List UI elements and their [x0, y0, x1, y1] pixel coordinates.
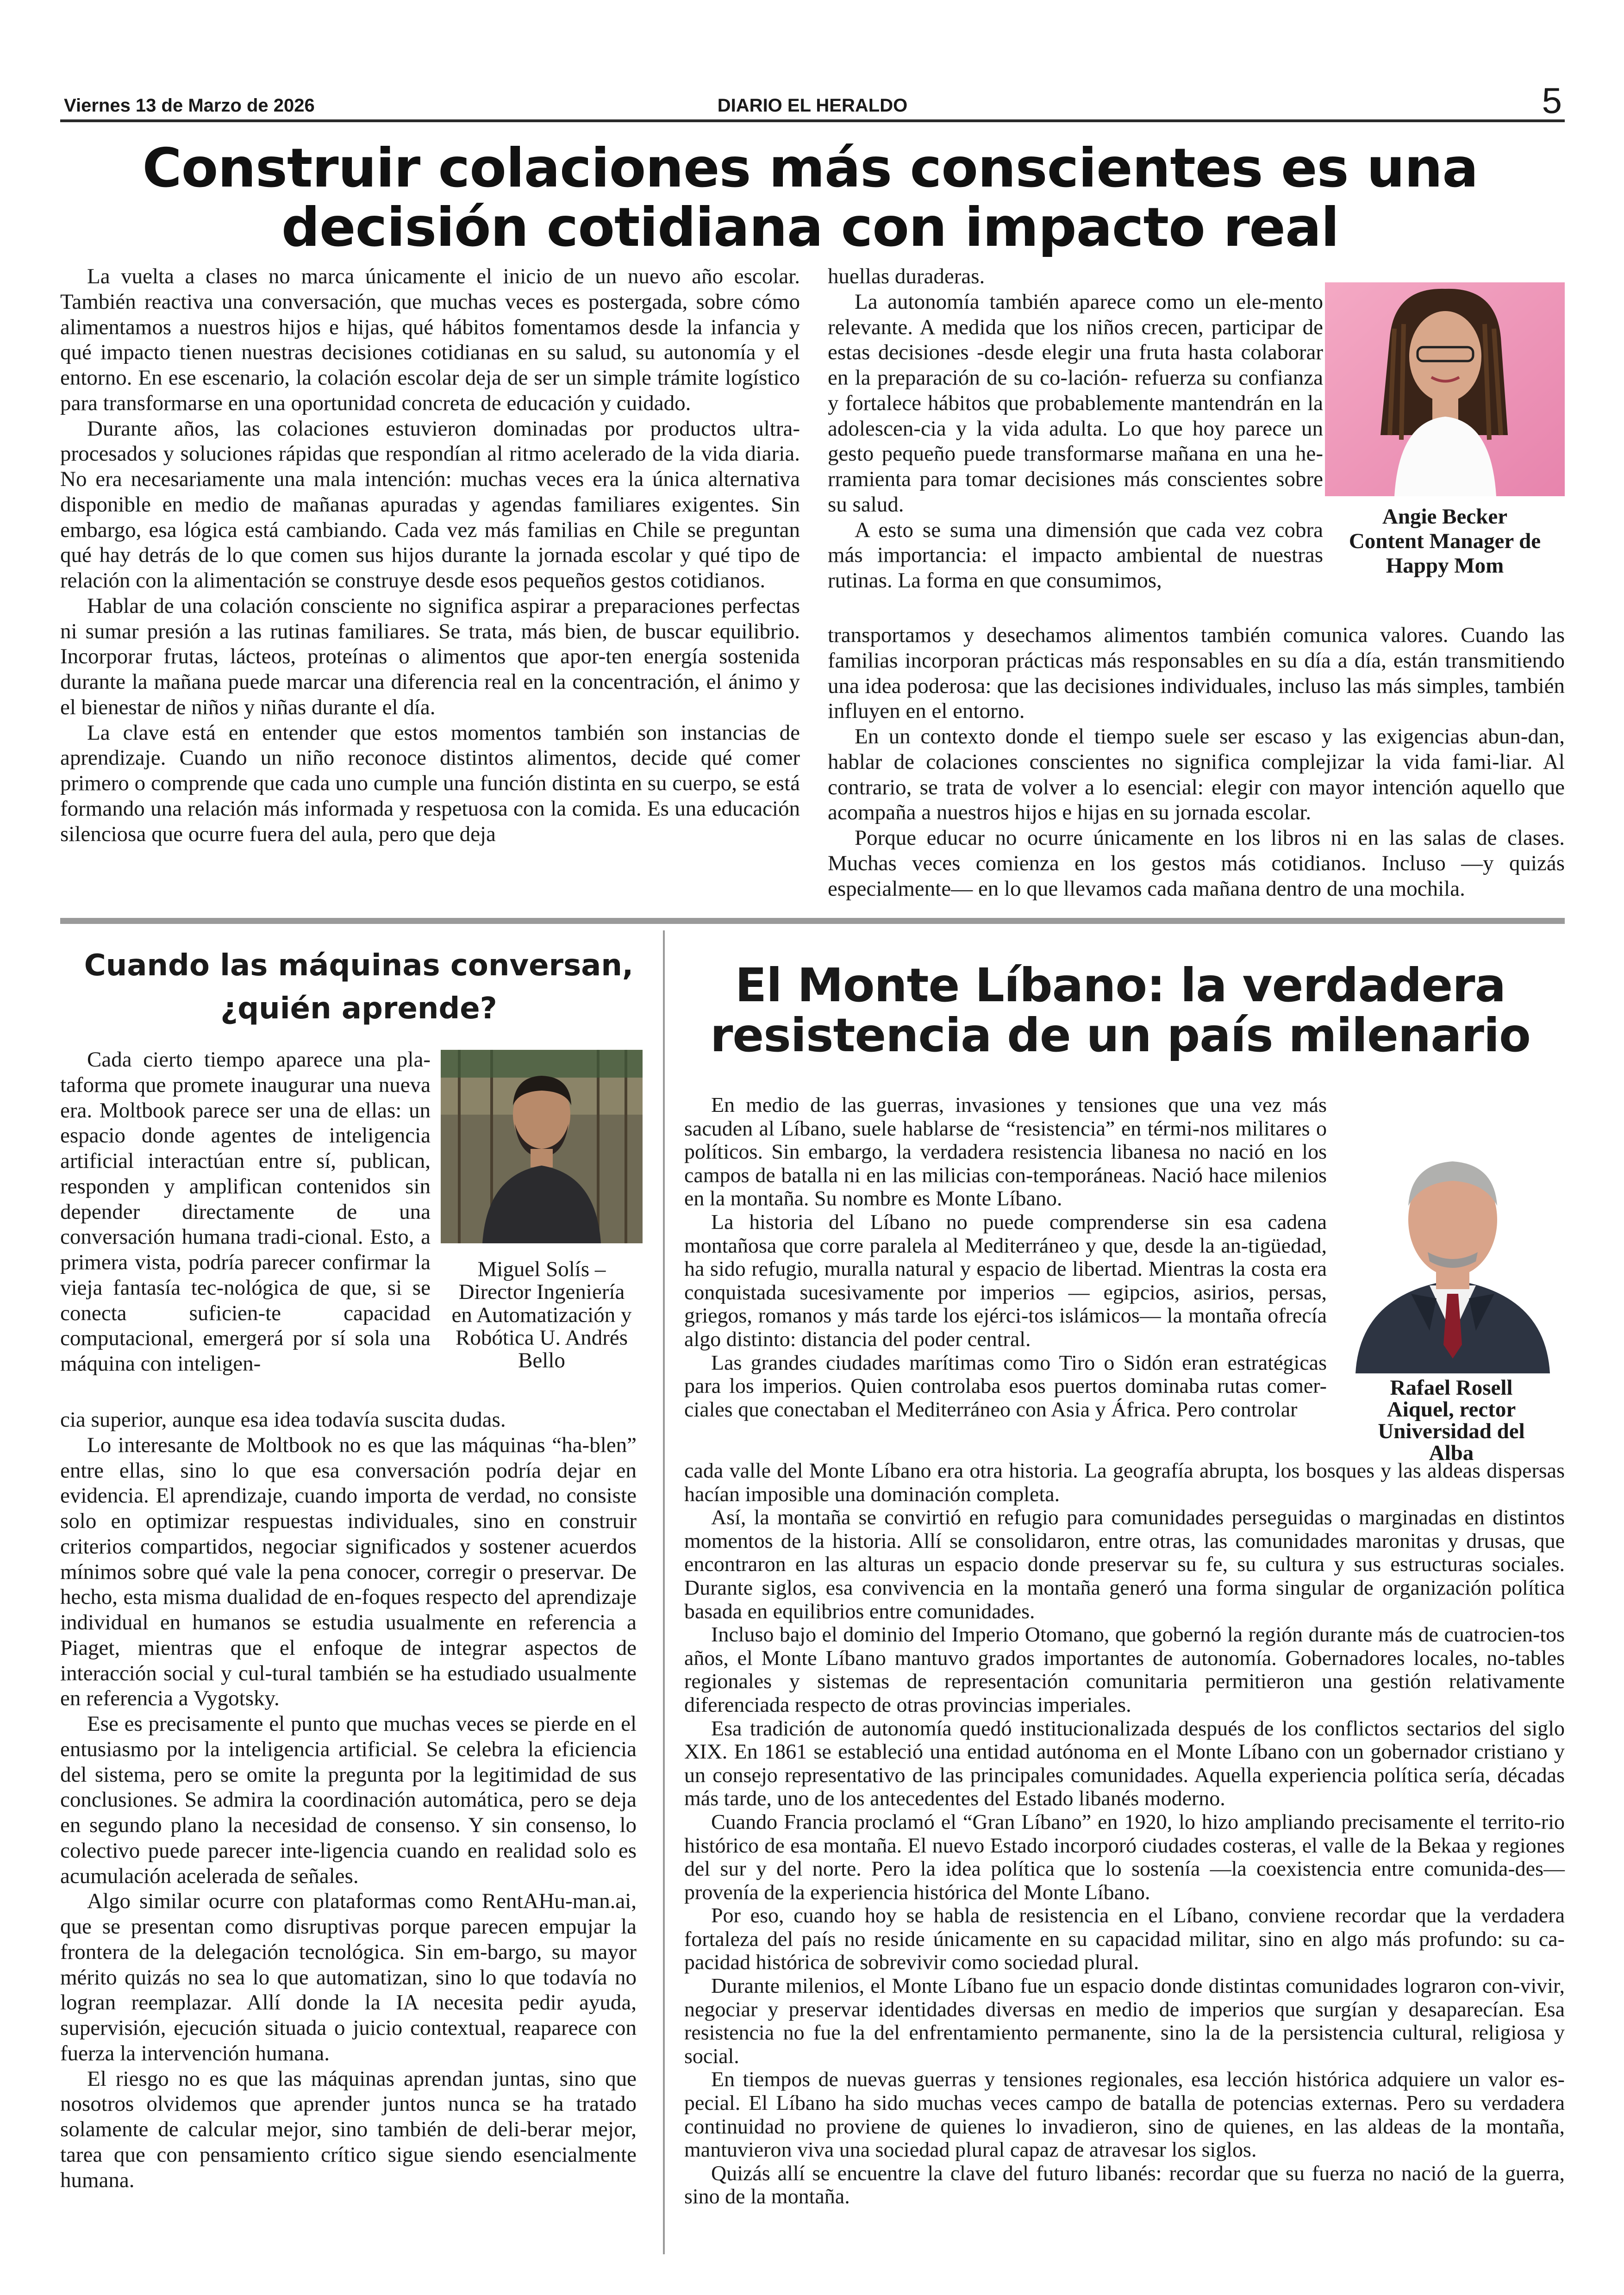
caption-name: Angie Becker: [1382, 505, 1508, 529]
paragraph: huellas duraderas.: [828, 264, 985, 288]
title-line: ¿quién aprende?: [220, 991, 497, 1026]
paragraph: Quizás allí se encuentre la clave del futuro libanés: recordar que su fuerza no nació de la guerra, sino de la montaña.: [684, 2161, 1565, 2208]
paragraph: Porque educar no ocurre únicamente en los libros ni en las salas de clases. Muchas veces comienza en los gestos más cotidianos. Incluso —y quizás especialmente— en lo que llevamos cada mañana dentro de una mochila.: [828, 826, 1565, 901]
paragraph: transportamos y desechamos alimentos también comunica valores. Cuando las familias incorporan prácticas más responsables en su día a día, están transmitiendo una idea poderosa: que las decisiones individuales, incluso las más simples, también influyen en el entorno.: [828, 623, 1565, 723]
section-divider-horizontal: [60, 918, 1565, 924]
author-photo-angie-becker: [1325, 282, 1565, 496]
caption-line: Universidad del: [1378, 1419, 1525, 1443]
caption-line: Bello: [518, 1348, 565, 1373]
title-line: El Monte Líbano: la verdadera: [735, 958, 1506, 1012]
paragraph: Esa tradición de autonomía quedó institucionalizada después de los conflictos sectarios del siglo XIX. En 1861 se estableció una entidad autónoma en el Monte Líbano con un gobernador cristiano y un consejo representativo de las principales comunidades. Aquella experiencia política sería, décadas más tarde, uno de los antecedentes del Estado libanés moderno.: [684, 1716, 1565, 1810]
paragraph: A esto se suma una dimensión que cada vez cobra más importancia: el impacto ambiental de nuestras rutinas. La forma en que consumimos,: [828, 518, 1323, 592]
title-line: Cuando las máquinas conversan,: [84, 948, 634, 983]
title-line: resistencia de un país milenario: [710, 1008, 1530, 1062]
caption-line: Director Ingeniería: [458, 1280, 625, 1304]
author-caption: [1338, 1377, 1565, 1464]
author-photo-rafael-rosell: [1337, 1113, 1568, 1373]
paragraph: La clave está en entender que estos momentos también son instancias de aprendizaje. Cuando un niño reconoce distintos alimentos, decide qué comer primero o comprende que cada uno cumple una función distinta en su cuerpo, se está formando una relación más informada y respetuosa con la comida. Es una educación silenciosa que ocurre fuera del aula, pero que deja: [60, 720, 800, 846]
paragraph: En un contexto donde el tiempo suele ser escaso y las exigencias abun-dan, hablar de colaciones conscientes no significa complejizar la vida fami-liar. Al contrario, se trata de volver a lo esencial: elegir con mayor intención aquello que acompaña a nuestros hijos e hijas en su jornada escolar.: [828, 724, 1565, 825]
article-column-narrow: [684, 1093, 1327, 1421]
paragraph: Ese es precisamente el punto que muchas veces se pierde en el entusiasmo por la inteligencia artificial. Se celebra la eficiencia del sistema, pero se omite la pregunta por la legitimidad de sus conclusiones. Se admira la coordinación automática, pero se deja en segundo plano la necesidad de consenso. Y sin consenso, lo colectivo puede parecer inte-ligencia cuando en realidad solo es acumulación acelerada de señales.: [60, 1712, 637, 1888]
caption-line: Miguel Solís –: [477, 1257, 606, 1281]
caption-line: Aiquel, rector: [1387, 1397, 1516, 1422]
paragraph: cia superior, aunque esa idea todavía suscita dudas.: [60, 1408, 506, 1432]
article-column-wide: [684, 1459, 1565, 2208]
author-caption: [1325, 505, 1565, 578]
caption-line: Rafael Rosell: [1390, 1376, 1513, 1400]
paragraph: La autonomía también aparece como un ele-mento relevante. A medida que los niños crecen, participar de estas decisiones -desde elegir una fruta hasta colaborar en la preparación de su co-lación- refuerza su confianza y fortalece hábitos que probablemente mantendrán en la adolescen-cia y la vida adulta. Lo que hoy parece un gesto pequeño puede transformarse mañana en una he-rramienta para tomar decisiones más conscientes sobre su salud.: [828, 289, 1323, 517]
paragraph: cada valle del Monte Líbano era otra historia. La geografía abrupta, los bosques y las aldeas dispersas hacían imposible una dominación completa.: [684, 1459, 1565, 1506]
paragraph: Durante años, las colaciones estuvieron dominadas por productos ultra-procesados y soluciones rápidas que respondían al ritmo acelerado de la vida diaria. No era necesariamente una mala intención: muchas veces era la única alternativa disponible en medio de mañanas apuradas y agendas familiares exigentes. Sin embargo, esa lógica está cambiando. Cada vez más familias en Chile se preguntan qué hay detrás de lo que comen sus hijos durante la jornada escolar y qué tipo de relación con la alimentación se construye desde esos pequeños gestos cotidianos.: [60, 416, 800, 592]
paragraph: Así, la montaña se convirtió en refugio para comunidades perseguidas o marginadas en distintos momentos de la historia. Allí se consolidaron, entre otras, las comunidades maronitas y drusas, que encontraron en las alturas un espacio donde preservar su fe, su cultura y sus estructuras sociales. Durante siglos, esa convivencia en la montaña generó una forma singular de organización política basada en equilibrios entre comunidades.: [684, 1505, 1565, 1623]
paragraph: Incluso bajo el dominio del Imperio Otomano, que gobernó la región durante más de cuatrocien-tos años, el Monte Líbano mantuvo grados importantes de autonomía. Gobernadores locales, no-tables regionales y sistemas de representación comunitaria permitieron una gestión relativamente diferenciada respecto de otras provincias imperiales.: [684, 1622, 1565, 1716]
page-number: 5: [1542, 80, 1562, 121]
article-column-narrow: [60, 1047, 431, 1377]
section-divider-vertical: [663, 930, 665, 2254]
paragraph: Algo similar ocurre con plataformas como RentAHu-man.ai, que se presentan como disruptivas porque parecen empujar la frontera de la delegación tecnológica. Sin em-bargo, su mayor mérito quizás no sea lo que automatizan, sino lo que todavía no logran reemplazar. Allí donde la IA necesita pedir ayuda, supervisión, ejecución situada o juicio contextual, reaparece con fuerza la intervención humana.: [60, 1889, 637, 2065]
article-column-left: [60, 264, 800, 847]
paragraph: El riesgo no es que las máquinas aprendan juntas, sino que nosotros olvidemos que aprender juntos nunca se ha tratado solamente de calcular mejor, sino también de deli-berar mejor, tarea que con pensamiento crítico sigue siendo esencialmente humana.: [60, 2066, 637, 2192]
newspaper-name: DIARIO EL HERALDO: [717, 95, 908, 116]
title-line: Construir colaciones más conscientes es una: [142, 137, 1478, 200]
paragraph: Hablar de una colación consciente no significa aspirar a preparaciones perfectas ni sumar presión a las rutinas familiares. Se trata, más bien, de buscar equilibrio. Incorporar frutas, lácteos, proteínas o alimentos que apor-ten energía sostenida durante la mañana puede marcar una diferencia real en la concentración, el ánimo y el bienestar de niños y niñas durante el día.: [60, 593, 800, 719]
paragraph: En medio de las guerras, invasiones y tensiones que una vez más sacuden al Líbano, suele hablarse de “resistencia” en térmi-nos militares o políticos. Sin embargo, la verdadera resistencia libanesa no nació en los campos de batalla ni en las milicias con-temporáneas. Nació hace milenios en la montaña. Su nombre es Monte Líbano.: [684, 1093, 1327, 1210]
paragraph: En tiempos de nuevas guerras y tensiones regionales, esa lección histórica adquiere un valor es-pecial. El Líbano ha sido muchas veces campo de batalla de potencias externas. Pero su verdadera continuidad no proviene de quienes lo invadieron, sino de quienes, en las aldeas de la montaña, mantuvieron viva una sociedad plural capaz de atravesar los siglos.: [684, 2067, 1565, 2162]
paragraph: La vuelta a clases no marca únicamente el inicio de un nuevo año escolar. También reactiva una conversación, que muchas veces es postergada, sobre cómo alimentamos a nuestros hijos e hijas, qué hábitos fomentamos desde la infancia y qué impacto tienen nuestras decisiones cotidianas en su salud, su autonomía y el entorno. En ese escenario, la colación escolar deja de ser un simple trámite logístico para transformarse en una oportunidad concreta de educación y cuidado.: [60, 264, 800, 415]
article-title: [681, 960, 1560, 1060]
author-photo-miguel-solis: [441, 1050, 643, 1243]
caption-line: Robótica U. Andrés: [455, 1326, 628, 1350]
issue-date: Viernes 13 de Marzo de 2026: [64, 95, 315, 116]
paragraph: La historia del Líbano no puede comprenderse sin esa cadena montañosa que corre paralela al Mediterráneo y que, desde la an-tigüedad, ha sido refugio, muralla natural y espacio de libertad. Mientras la costa era conquistada sucesivamente por imperios — egipcios, asirios, persas, griegos, romanos y más tarde los ejérci-tos islámicos— la montaña ofrecía algo distinto: distancia del poder central.: [684, 1210, 1327, 1351]
paragraph: Por eso, cuando hoy se habla de resistencia en el Líbano, conviene recordar que la verdadera fortaleza del país no reside únicamente en su capacidad militar, sino en algo más profundo: su ca-pacidad histórica de sobrevivir como sociedad plural.: [684, 1903, 1565, 1974]
caption-role: Content Manager de: [1349, 529, 1541, 554]
caption-line: Alba: [1429, 1441, 1474, 1465]
article-column-right-wide: [828, 623, 1565, 901]
paragraph: Durante milenios, el Monte Líbano fue un espacio donde distintas comunidades lograron con-vivir, negociar y preservar identidades diversas en medio de imperios que surgían y desaparecían. Esa resistencia no fue la del enfrentamiento permanente, sino la de la persistencia cultural, religiosa y social.: [684, 1974, 1565, 2068]
page-header: [60, 80, 1565, 122]
author-caption: [426, 1258, 657, 1372]
paragraph: Cada cierto tiempo aparece una pla-taforma que promete inaugurar una nueva era. Moltbook parece ser una de ellas: un espacio donde agentes de inteligencia artificial interactúan entre sí, publican, responden y amplifican contenidos sin depender directamente de una conversación humana tradi-cional. Esto, a primera vista, podría parecer confirmar la vieja fantasía tec-nológica de que, si se conecta suficien-te capacidad computacional, emergerá por sí sola una máquina con inteligen-: [60, 1048, 431, 1376]
caption-line: en Automatización y: [451, 1303, 632, 1327]
article-column-wide: [60, 1407, 637, 2193]
title-line: decisión cotidiana con impacto real: [281, 196, 1339, 259]
caption-role: Happy Mom: [1386, 554, 1504, 578]
paragraph: Cuando Francia proclamó el “Gran Líbano” en 1920, lo hizo ampliando precisamente el territo-rio histórico de esa montaña. El nuevo Estado incorporó ciudades costeras, el valle de la Bekaa y regiones del sur y del norte. Pero la idea política que lo sostenía —la coexistencia entre comunida-des— provenía de la experiencia histórica del Monte Líbano.: [684, 1809, 1565, 1904]
article-title: [74, 944, 643, 1030]
article-title: [139, 139, 1481, 257]
paragraph: Las grandes ciudades marítimas como Tiro o Sidón eran estratégicas para los imperios. Quien controlaba esos puertos dominaba rutas comer-ciales que conectaban el Mediterráneo con Asia y África. Pero controlar: [684, 1350, 1327, 1421]
article-column-right-narrow: [828, 264, 1323, 593]
paragraph: Lo interesante de Moltbook no es que las máquinas “ha-blen” entre ellas, sino lo que esa conversación podría dejar en evidencia. El aprendizaje, cuando importa de verdad, no consiste solo en optimizar respuestas individuales, sino en construir criterios compartidos, negociar significados y sostener acuerdos mínimos sobre qué vale la pena conocer, corregir o preservar. De hecho, esta misma dualidad de en-foques respecto del aprendizaje individual en humanos se estudia usualmente en referencia a Piaget, mientras que el enfoque de integrar aspectos de interacción social y cul-tural también se ha estudiado usualmente en referencia a Vygotsky.: [60, 1433, 637, 1711]
